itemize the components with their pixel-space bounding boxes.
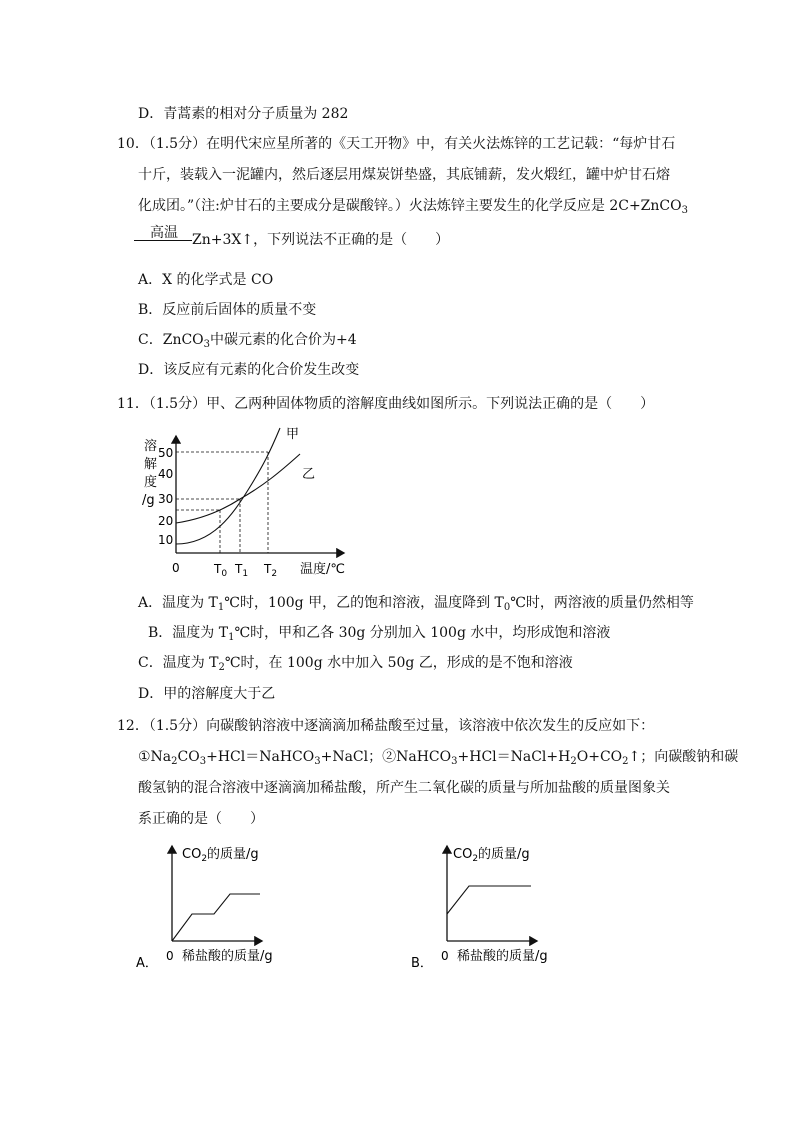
y-tick-20: 20 xyxy=(158,514,174,528)
graph-a-x-label: 稀盐酸的质量/g xyxy=(182,949,273,964)
graph-b-line xyxy=(447,886,531,914)
graph-a-line xyxy=(172,894,260,941)
x-axis-label: 温度/℃ xyxy=(300,562,345,577)
y-axis-label-4: /g xyxy=(142,493,155,508)
solubility-graph xyxy=(138,422,358,580)
q11-option-d: D．甲的溶解度大于乙 xyxy=(138,686,276,702)
graph-a-origin: 0 xyxy=(166,949,174,963)
graph-b-y-label: $CO_2$的质量/g xyxy=(453,847,530,864)
curve-yi xyxy=(176,454,300,523)
x-tick-t0: $T_0$ xyxy=(214,562,228,579)
y-axis-label-3: 度 xyxy=(144,475,158,490)
q10-stem-line-2: 十斤，装载入一泥罐内，然后逐层用煤炭饼垫盛，其底铺薪，发火煅红，罐中炉甘石熔 xyxy=(138,167,670,183)
x-tick-t2: $T_2$ xyxy=(264,562,278,579)
q11-stem: 11．（1.5分）甲、乙两种固体物质的溶解度曲线如图所示。下列说法正确的是（ ） xyxy=(117,396,655,412)
y-tick-30: 30 xyxy=(158,492,174,506)
y-tick-10: 10 xyxy=(158,533,174,547)
graph-option-b xyxy=(405,838,575,972)
x-tick-t1: $T_1$ xyxy=(235,562,249,579)
graph-a-letter: A． xyxy=(136,956,158,971)
graph-option-a xyxy=(130,838,300,972)
y-axis-label-1: 溶 xyxy=(144,439,158,454)
y-tick-40: 40 xyxy=(158,467,174,481)
q12-stem-line-1: 12．（1.5分）向碳酸钠溶液中逐滴滴加稀盐酸至过量，该溶液中依次发生的反应如下： xyxy=(117,718,655,734)
q11-option-a: A．温度为 $T_1℃$时，100g 甲，乙的饱和溶液，温度降到 $T_0℃$时，两溶液的质量仍然相等 xyxy=(138,595,694,613)
q9-option-d: D．青蒿素的相对分子质量为 282 xyxy=(138,106,349,122)
y-tick-50: 50 xyxy=(158,446,174,460)
graph-b-letter: B． xyxy=(411,956,433,971)
q10-stem-line-3: 化成团。”（注:炉甘石的主要成分是碳酸锌。）火法炼锌主要发生的化学反应是 2C+ZnCO$_3$ xyxy=(138,198,688,216)
graph-b-x-label: 稀盐酸的质量/g xyxy=(457,949,548,964)
q11-option-c: C．温度为 $T_2℃$时，在 100g 水中加入 50g 乙，形成的是不饱和溶液 xyxy=(138,655,573,673)
q10-stem-line-4: Zn+3X↑，下列说法不正确的是（ ） xyxy=(192,232,450,248)
curve-jia xyxy=(176,428,280,544)
y-axis-label-2: 解 xyxy=(144,457,158,472)
q10-option-d: D．该反应有元素的化合价发生改变 xyxy=(138,362,360,378)
q12-reaction-equations: $①Na_2CO_3+HCl=NaHCO_3+NaCl$；$②NaHCO_3+HCl=NaCl+H_2O+CO_2↑$；向碳酸钠和碳 xyxy=(138,749,739,767)
q10-option-a: A．X 的化学式是 CO xyxy=(138,272,274,288)
curve-jia-label: 甲 xyxy=(286,427,300,442)
graph-a-y-label: $CO_2$的质量/g xyxy=(182,847,259,864)
reaction-condition: 高温 xyxy=(150,225,178,241)
q11-option-b: B．温度为 $T_1℃$时，甲和乙各 30g 分别加入 100g 水中，均形成饱和溶液 xyxy=(148,625,611,643)
q12-stem-line-4: 系正确的是（ ） xyxy=(138,811,264,827)
q10-option-c: C．ZnCO$_3$中碳元素的化合价为+4 xyxy=(138,332,357,350)
origin-label: 0 xyxy=(172,561,180,575)
q10-option-b: B．反应前后固体的质量不变 xyxy=(138,302,317,318)
q12-stem-line-3: 酸氢钠的混合溶液中逐滴滴加稀盐酸，所产生二氧化碳的质量与所加盐酸的质量图象关 xyxy=(138,780,670,796)
reaction-arrow-bar xyxy=(134,240,192,241)
graph-b-origin: 0 xyxy=(441,949,449,963)
curve-yi-label: 乙 xyxy=(302,467,316,482)
q10-stem-line-1: 10．（1.5分）在明代宋应星所著的《天工开物》中，有关火法炼锌的工艺记载：“每炉甘石 xyxy=(117,136,676,152)
